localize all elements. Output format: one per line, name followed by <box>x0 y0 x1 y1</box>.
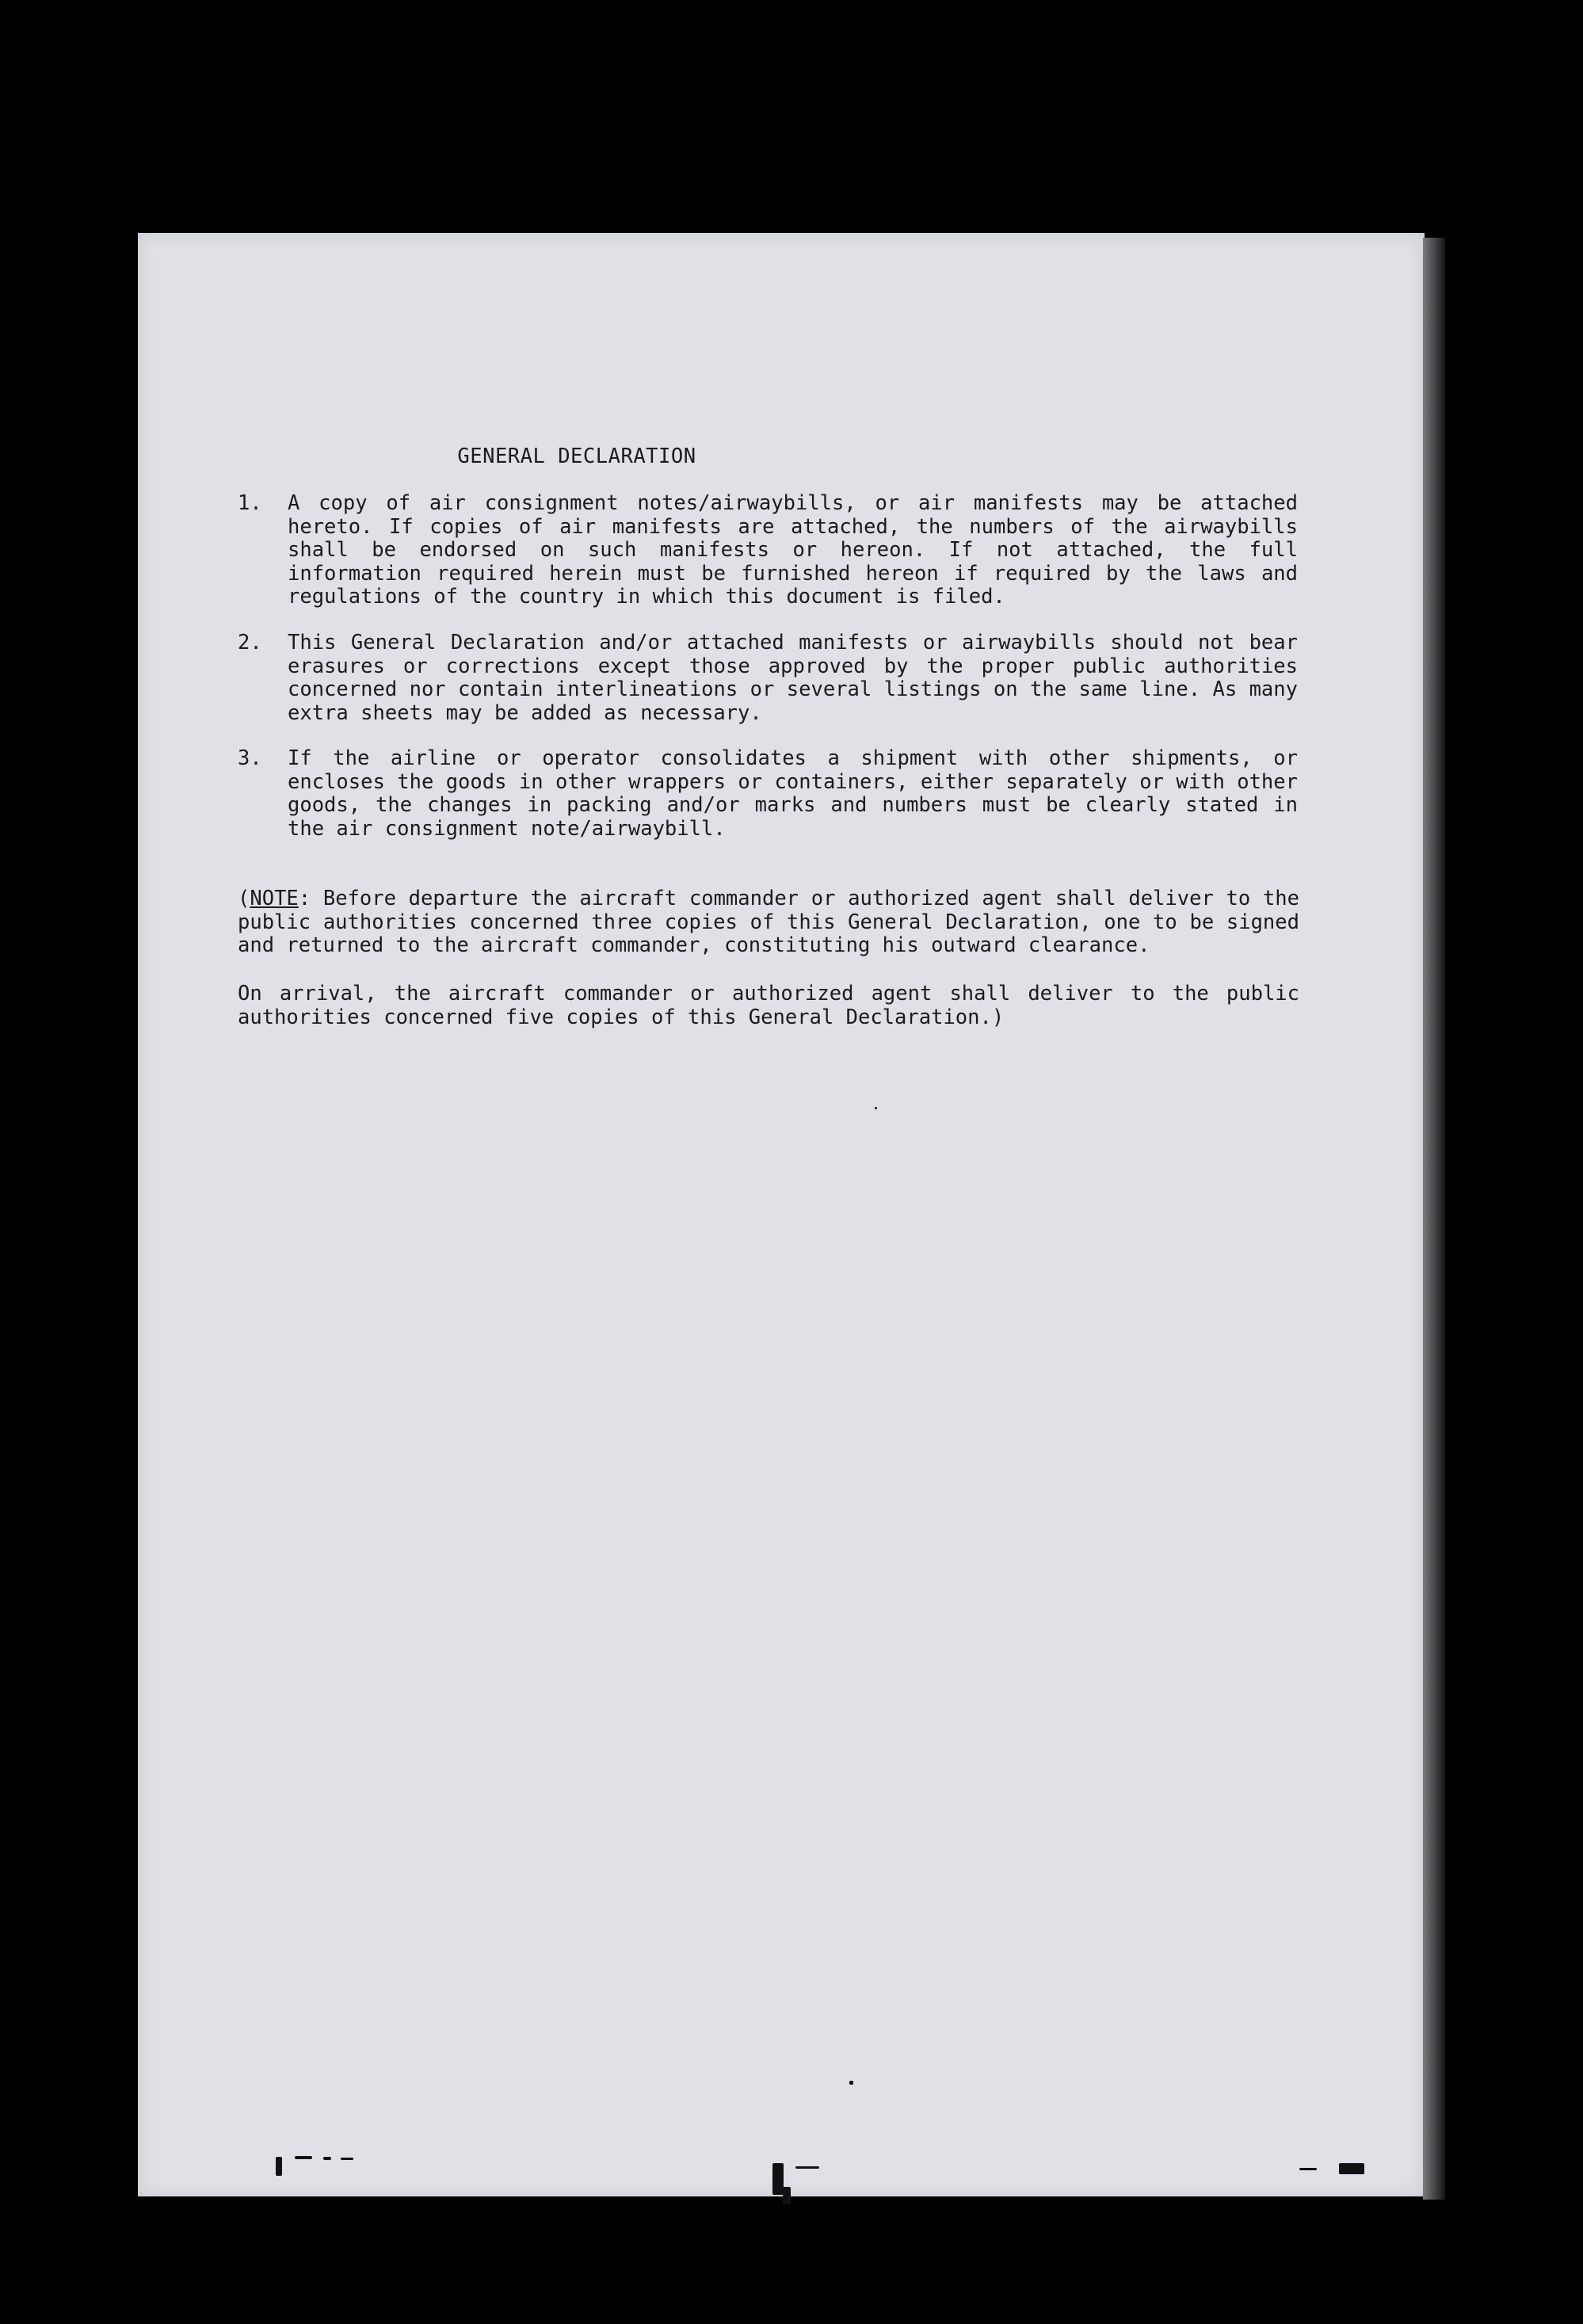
scan-mark <box>783 2187 791 2204</box>
scan-mark <box>1299 2168 1317 2170</box>
scan-mark <box>795 2166 819 2169</box>
item-number: 3. <box>238 746 262 770</box>
note-paragraph-1 <box>238 887 1299 958</box>
item-number: 1. <box>238 491 262 515</box>
instruction-item-1 <box>238 492 1299 611</box>
note-text-1: : Before departure the aircraft commander or authorized agent shall deliver to the public authorities concerned three copies of this General Declaration, one to be signed and returned to the aircraft commander, constituting his outward clearance. <box>238 887 1299 957</box>
scan-mark <box>875 1107 877 1109</box>
scan-mark <box>772 2163 784 2195</box>
instruction-item-2 <box>238 632 1299 727</box>
item-number: 2. <box>238 631 262 654</box>
item-text: A copy of air consignment notes/airwaybills, or air manifests may be attached hereto. If copies of air manifests are attached, the numbers of the airwaybills shall be endorsed on such manifests or hereon. If not attached, the full information required herein must be furnished hereon if required by the laws and regulations of the country in which this document is filed. <box>288 491 1298 609</box>
item-text: If the airline or operator consolidates a shipment with other shipments, or encloses the goods in other wrappers or containers, either separately or with other goods, the changes in packing and/or marks and numbers must be clearly stated in the air consignment note/airwaybill. <box>288 746 1298 841</box>
scan-mark <box>849 2081 853 2085</box>
scan-mark <box>295 2156 312 2159</box>
scan-mark <box>1339 2163 1364 2174</box>
note-paragraph-2: On arrival, the aircraft commander or authorized agent shall deliver to the public authorities concerned five copies of this General Declaration.) <box>238 982 1299 1029</box>
page-edge-shadow <box>1423 238 1445 2200</box>
item-text: This General Declaration and/or attached manifests or airwaybills should not bear erasures or corrections except those approved by the proper public authorities concerned nor contain interlineations or several listings on the same line. As many extra sheets may be added as necessary. <box>288 631 1298 725</box>
scan-mark <box>276 2157 282 2176</box>
document-title: GENERAL DECLARATION <box>457 445 696 468</box>
note-label: NOTE <box>250 887 299 910</box>
instruction-item-3 <box>238 747 1299 842</box>
scan-mark <box>323 2157 331 2160</box>
note-open-paren: ( <box>238 887 250 910</box>
scan-mark <box>341 2158 353 2160</box>
